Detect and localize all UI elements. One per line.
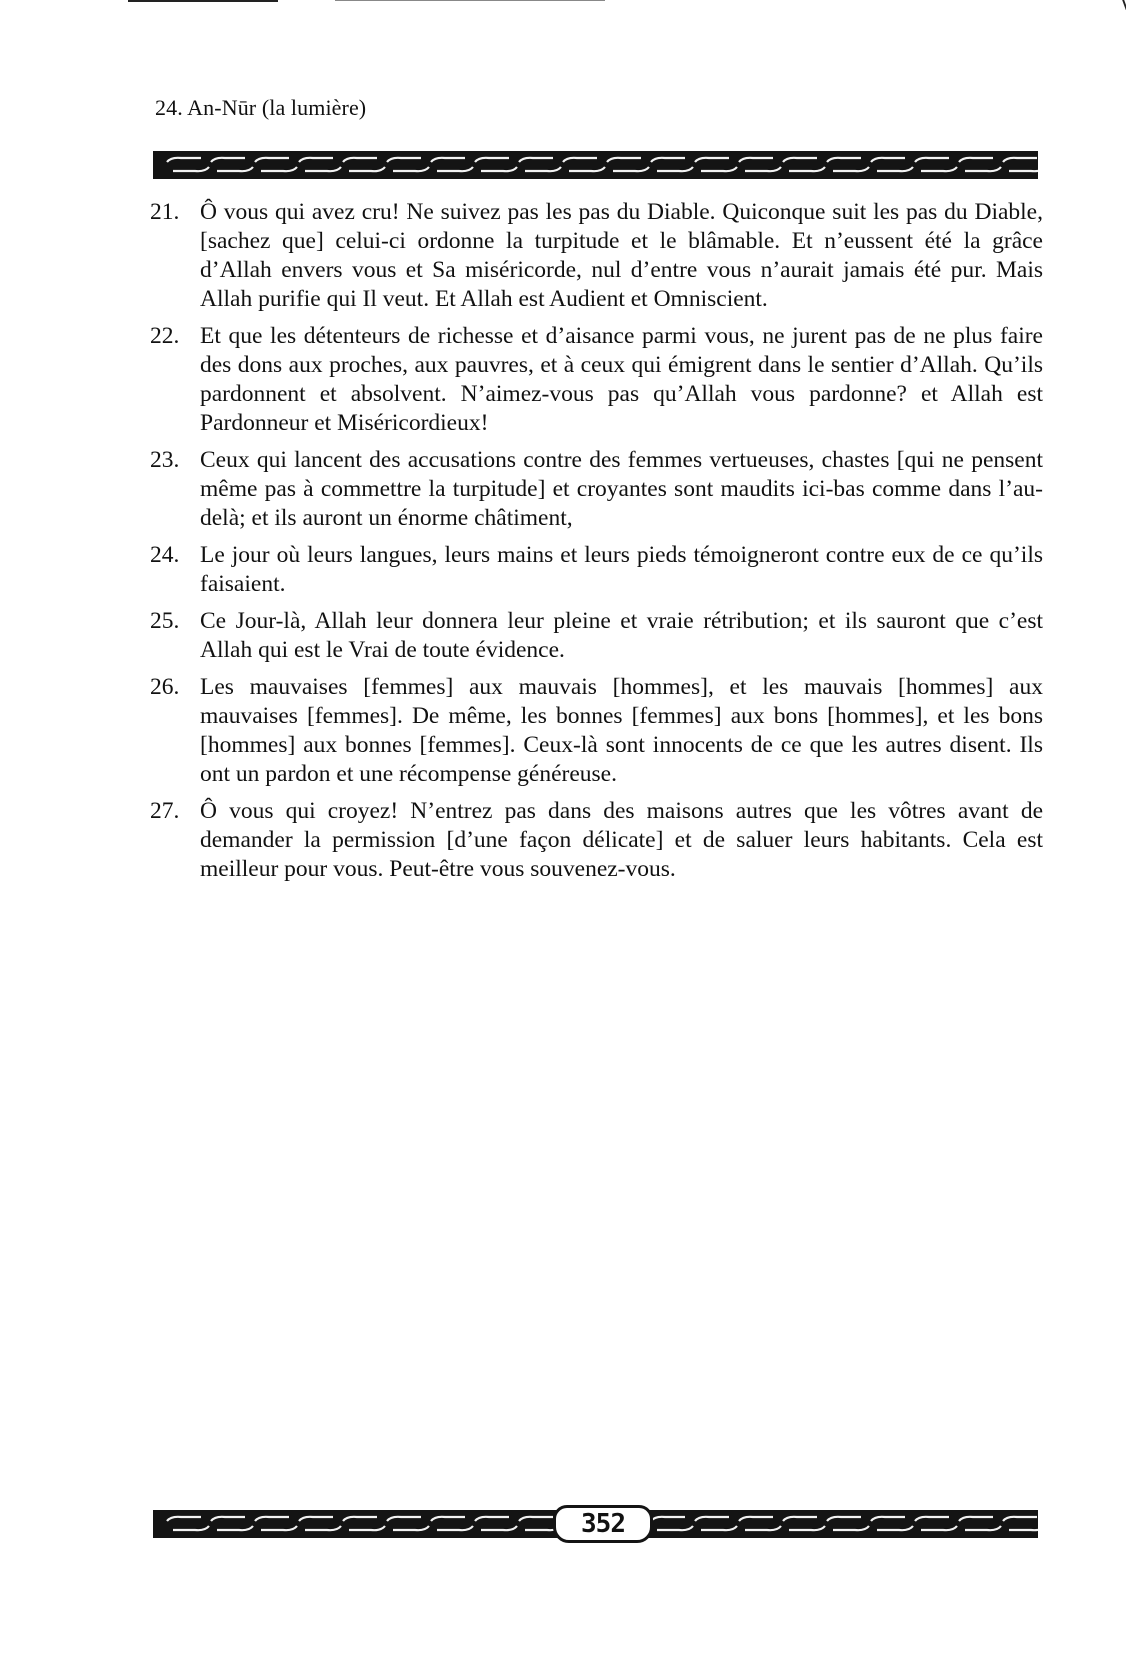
chain-link-stroke bbox=[613, 167, 649, 171]
chain-link-stroke bbox=[915, 1517, 949, 1521]
chain-link-stroke bbox=[789, 167, 825, 171]
chain-link-stroke bbox=[211, 158, 245, 162]
chain-link-stroke bbox=[959, 1517, 993, 1521]
scan-corner-mark bbox=[1116, 0, 1126, 10]
scan-edge-line bbox=[335, 0, 605, 1]
chain-link-stroke bbox=[173, 1526, 209, 1530]
chain-link-stroke bbox=[393, 1526, 429, 1530]
chain-link-stroke bbox=[833, 167, 869, 171]
verse-number: 27. bbox=[150, 798, 180, 824]
verse-number: 23. bbox=[150, 447, 180, 473]
chain-link-stroke bbox=[739, 1517, 773, 1521]
page-number: 352 bbox=[553, 1505, 653, 1543]
chain-link-stroke bbox=[965, 167, 1001, 171]
chain-link-stroke bbox=[431, 1517, 465, 1521]
chain-link-stroke bbox=[833, 1526, 869, 1530]
chain-link-stroke bbox=[965, 1526, 1001, 1530]
chain-link-stroke bbox=[261, 1526, 297, 1530]
chain-link-stroke bbox=[431, 158, 465, 162]
chain-link-stroke bbox=[1009, 167, 1038, 171]
verse-text: Ceux qui lancent des accusations contre des femmes vertueuses, chastes [qui ne pensent même pas à commettre la turpitude] et croyantes sont maudits ici-bas comme dans l’au-delà; et ils auront un énorme châtiment, bbox=[200, 447, 1043, 531]
chain-link-stroke bbox=[299, 158, 333, 162]
chain-link-stroke bbox=[437, 167, 473, 171]
chain-link-stroke bbox=[651, 1517, 685, 1521]
verse-text: Ce Jour-là, Allah leur donnera leur pleine et vraie rétribution; et ils sauront que c’est Allah qui est le Vrai de toute évidence. bbox=[200, 608, 1043, 663]
chain-link-stroke bbox=[525, 167, 561, 171]
chain-link-stroke bbox=[299, 1517, 333, 1521]
verse-number: 24. bbox=[150, 542, 180, 568]
verse-item bbox=[150, 797, 1043, 884]
chain-link-stroke bbox=[695, 1517, 729, 1521]
chain-link-stroke bbox=[657, 1526, 693, 1530]
chain-link-stroke bbox=[211, 1517, 245, 1521]
chain-link-stroke bbox=[563, 158, 597, 162]
chain-link-stroke bbox=[255, 1517, 289, 1521]
chain-link-stroke bbox=[481, 1526, 517, 1530]
verse-item bbox=[150, 673, 1043, 789]
chain-link-stroke bbox=[387, 1517, 421, 1521]
verse-item bbox=[150, 198, 1043, 314]
verse-number: 26. bbox=[150, 674, 180, 700]
chain-link-stroke bbox=[701, 1526, 737, 1530]
chain-link-stroke bbox=[959, 158, 993, 162]
verse-number: 21. bbox=[150, 199, 180, 225]
chain-link-stroke bbox=[745, 1526, 781, 1530]
verse-item bbox=[150, 446, 1043, 533]
verse-list bbox=[150, 198, 1043, 892]
verse-item bbox=[150, 322, 1043, 438]
chain-link-stroke bbox=[607, 158, 641, 162]
verse-number: 22. bbox=[150, 323, 180, 349]
verse-text: Ô vous qui croyez! N’entrez pas dans des maisons autres que les vôtres avant de demander la permission [d’une façon délicate] et de saluer leurs habitants. Cela est meilleur pour vous. Peut-être vous souvenez-vous. bbox=[200, 798, 1043, 882]
chain-link-stroke bbox=[783, 1517, 817, 1521]
chain-link-stroke bbox=[871, 158, 905, 162]
verse-item bbox=[150, 541, 1043, 599]
chain-link-stroke bbox=[255, 158, 289, 162]
chain-link-stroke bbox=[167, 158, 201, 162]
verse-text: Les mauvaises [femmes] aux mauvais [hommes], et les mauvais [hommes] aux mauvaises [femmes]. De même, les bonnes [femmes] aux bons [hommes], et les bons [hommes] aux bonnes [femmes]. Ceux-là sont innocents de ce que les autres disent. Ils ont un pardon et une récompense généreuse. bbox=[200, 674, 1043, 787]
chain-link-stroke bbox=[827, 1517, 861, 1521]
chain-link-stroke bbox=[349, 167, 385, 171]
chain-link-stroke bbox=[475, 1517, 509, 1521]
chain-link-stroke bbox=[305, 1526, 341, 1530]
chain-link-stroke bbox=[305, 167, 341, 171]
chain-link-stroke bbox=[1003, 158, 1037, 162]
chain-link-stroke bbox=[393, 167, 429, 171]
chain-link-stroke bbox=[877, 1526, 913, 1530]
chain-link-stroke bbox=[217, 167, 253, 171]
chain-link-stroke bbox=[739, 158, 773, 162]
chain-link-stroke bbox=[827, 158, 861, 162]
chain-link-stroke bbox=[651, 158, 685, 162]
chain-link-stroke bbox=[167, 1517, 201, 1521]
chain-link-stroke bbox=[1009, 1526, 1038, 1530]
verse-text: Ô vous qui avez cru! Ne suivez pas les pas du Diable. Quiconque suit les pas du Diable, [sachez que] celui-ci ordonne la turpitude et le blâmable. Et n’eussent été la grâce d’Allah envers vous et Sa miséricorde, nul d’entre vous n’aurait jamais été pur. Mais Allah purifie qui Il veut. Et Allah est Audient et Omniscient. bbox=[200, 199, 1043, 312]
chain-link-stroke bbox=[745, 167, 781, 171]
chain-link-stroke bbox=[915, 158, 949, 162]
chain-link-stroke bbox=[437, 1526, 473, 1530]
chain-link-stroke bbox=[1003, 1517, 1037, 1521]
ornamental-border-top bbox=[153, 151, 1038, 179]
chain-link-stroke bbox=[569, 167, 605, 171]
chain-link-stroke bbox=[871, 1517, 905, 1521]
chain-link-stroke bbox=[695, 158, 729, 162]
chain-link-stroke bbox=[343, 1517, 377, 1521]
chain-link-stroke bbox=[387, 158, 421, 162]
chain-pattern bbox=[153, 151, 1038, 179]
chain-link-stroke bbox=[657, 167, 693, 171]
running-head: 24. An-Nūr (la lumière) bbox=[155, 95, 367, 120]
chain-link-stroke bbox=[921, 167, 957, 171]
verse-item bbox=[150, 607, 1043, 665]
chain-link-stroke bbox=[921, 1526, 957, 1530]
chain-link-stroke bbox=[877, 167, 913, 171]
chain-link-stroke bbox=[349, 1526, 385, 1530]
chain-link-stroke bbox=[217, 1526, 253, 1530]
chain-link-stroke bbox=[783, 158, 817, 162]
chain-link-stroke bbox=[475, 158, 509, 162]
verse-text: Le jour où leurs langues, leurs mains et leurs pieds témoigneront contre eux de ce qu’ils faisaient. bbox=[200, 542, 1043, 597]
verse-number: 25. bbox=[150, 608, 180, 634]
chain-link-stroke bbox=[173, 167, 209, 171]
chain-link-stroke bbox=[789, 1526, 825, 1530]
chain-link-stroke bbox=[519, 1517, 553, 1521]
scan-edge-line bbox=[128, 0, 278, 2]
chain-link-stroke bbox=[519, 158, 553, 162]
chain-link-stroke bbox=[261, 167, 297, 171]
verse-text: Et que les détenteurs de richesse et d’aisance parmi vous, ne jurent pas de ne plus faire des dons aux proches, aux pauvres, et à ceux qui émigrent dans le sentier d’Allah. Qu’ils pardonnent et absolvent. N’aimez-vous pas qu’Allah vous pardonne? et Allah est Pardonneur et Miséricordieux! bbox=[200, 323, 1043, 436]
chain-link-stroke bbox=[343, 158, 377, 162]
chain-link-stroke bbox=[701, 167, 737, 171]
chain-link-stroke bbox=[481, 167, 517, 171]
